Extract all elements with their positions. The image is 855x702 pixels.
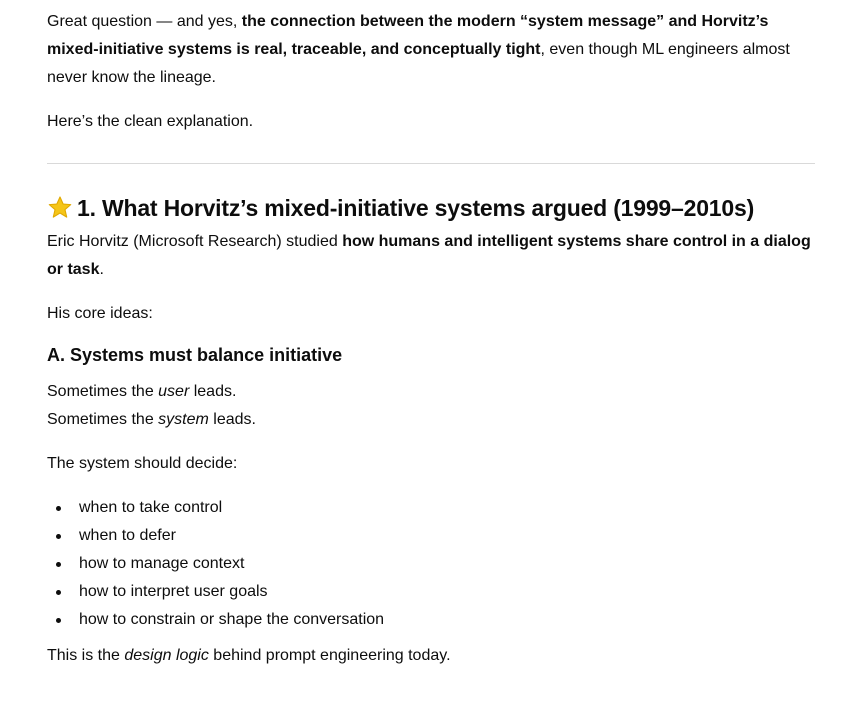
intro-bold: the connection between the modern “system message” and Horvitz’s mixed-initiative systems is real, traceable, and conceptually tight: [47, 13, 769, 58]
system-leads-pre: Sometimes the: [47, 411, 159, 428]
horvitz-paragraph: [47, 228, 815, 284]
list-item: when to take control: [47, 494, 815, 522]
closing-pre: This is the: [47, 647, 125, 664]
decide-label: The system should decide:: [47, 455, 238, 472]
user-leads-pre: Sometimes the: [47, 383, 159, 400]
horvitz-lead: Eric Horvitz (Microsoft Research) studied: [47, 233, 343, 250]
list-item: how to interpret user goals: [47, 578, 815, 606]
explanation-line: Here’s the clean explanation.: [47, 113, 254, 130]
divider: [47, 163, 815, 164]
decide-list: [47, 494, 815, 634]
horvitz-tail: .: [99, 261, 104, 278]
system-leads-post: leads.: [208, 411, 256, 428]
section-heading: [47, 192, 815, 224]
list-item: how to manage context: [47, 550, 815, 578]
star-icon: [47, 195, 73, 221]
intro-tail: , even though ML engineers almost never know the lineage.: [47, 41, 790, 86]
user-leads-post: leads.: [189, 383, 237, 400]
user-leads-em: user: [158, 383, 190, 400]
closing-line: [47, 642, 815, 670]
message-content: [47, 8, 815, 670]
system-leads-line: [47, 406, 815, 434]
star-icon-graphic: [47, 195, 73, 221]
system-leads-em: system: [158, 411, 209, 428]
subheading-balance: A. Systems must balance initiative: [47, 345, 343, 365]
closing-em: design logic: [124, 647, 209, 664]
closing-post: behind prompt engineering today.: [208, 647, 451, 664]
horvitz-bold: how humans and intelligent systems share control in a dialog or task: [47, 233, 811, 278]
list-item: how to constrain or shape the conversation: [47, 606, 815, 634]
intro-lead: Great question — and yes,: [47, 13, 242, 30]
intro-paragraph: [47, 8, 815, 92]
section-heading-text: 1. What Horvitz’s mixed-initiative systems argued (1999–2010s): [77, 195, 755, 221]
list-item: when to defer: [47, 522, 815, 550]
core-ideas-label: His core ideas:: [47, 305, 153, 322]
user-leads-line: [47, 378, 815, 406]
